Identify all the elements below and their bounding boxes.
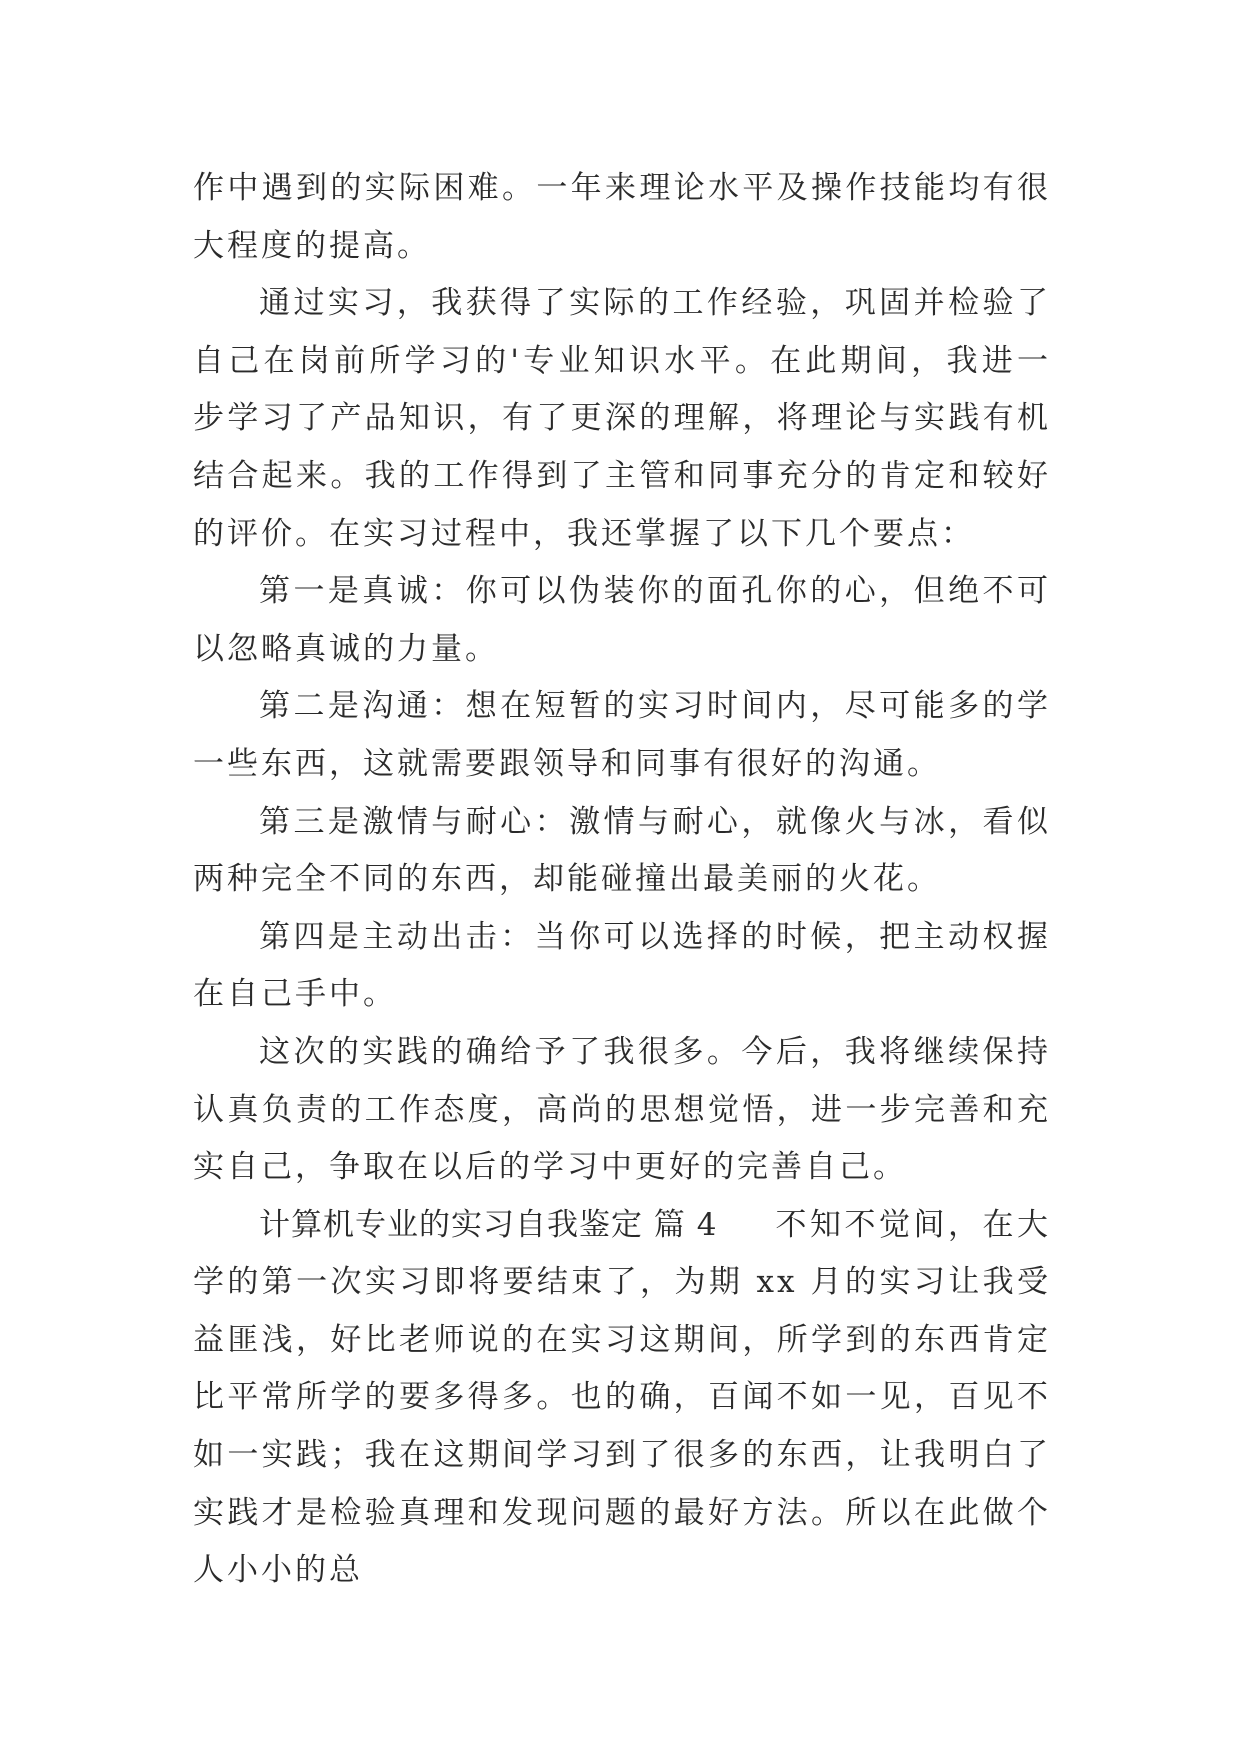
paragraph-4: 第二是沟通：想在短暂的实习时间内，尽可能多的学一些东西，这就需要跟领导和同事有很好的沟通。: [193, 688, 1051, 782]
paragraph-5: 第三是激情与耐心：激情与耐心，就像火与冰，看似两种完全不同的东西，却能碰撞出最美丽的火花。: [193, 803, 1051, 898]
section-body: 不知不觉间，在大学的第一次实习即将要结束了，为期 xx 月的实习让我受益匪浅，好比老师说的在实习这期间，所学到的东西肯定比平常所学的要多得多。也的确，百闻不如一见，百见不如一实践；我在这期间学习到了很多的东西，让我明白了实践才是检验真理和发现问题的最好方法。所以在此做个人小小的总: [193, 1206, 1052, 1589]
paragraph-7: 这次的实践的确给予了我很多。今后，我将继续保持认真负责的工作态度，高尚的思想觉悟，进一步完善和充实自己，争取在以后的学习中更好的完善自己。: [193, 1033, 1051, 1186]
document-body: [193, 160, 1051, 1600]
paragraph-3: 第一是真诚：你可以伪装你的面孔你的心，但绝不可以忽略真诚的力量。: [193, 573, 1051, 667]
paragraph-6: 第四是主动出击：当你可以选择的时候，把主动权握在自己手中。: [193, 918, 1051, 1013]
paragraph-1: 作中遇到的实际困难。一年来理论水平及操作技能均有很大程度的提高。: [193, 170, 1051, 264]
paragraph-2: 通过实习，我获得了实际的工作经验，巩固并检验了自己在岗前所学习的'专业知识水平。在此期间，我进一步学习了产品知识，有了更深的理解，将理论与实践有机结合起来。我的工作得到了主管和同事充分的肯定和较好的评价。在实习过程中，我还掌握了以下几个要点：: [193, 285, 1051, 552]
section-title: 计算机专业的实习自我鉴定 篇 4: [259, 1206, 717, 1243]
section-paragraph: [193, 1197, 1051, 1600]
